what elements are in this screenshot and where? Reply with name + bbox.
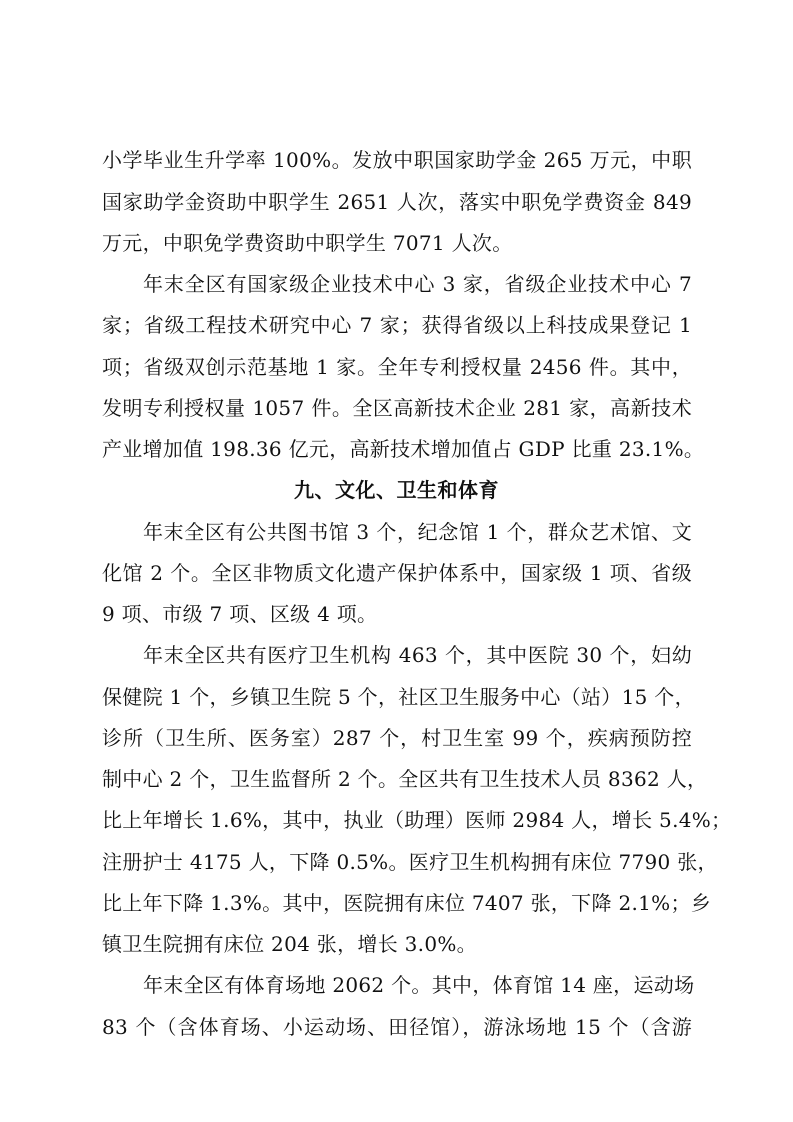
paragraph-3-line-1: 年末全区有公共图书馆 3 个，纪念馆 1 个，群众艺术馆、文 — [143, 520, 692, 544]
paragraph-2-line-5: 产业增加值 198.36 亿元，高新技术增加值占 GDP 比重 23.1%。 — [102, 437, 705, 461]
paragraph-2-line-4: 发明专利授权量 1057 件。全区高新技术企业 281 家，高新技术 — [102, 396, 692, 420]
paragraph-4-line-5: 比上年增长 1.6%，其中，执业（助理）医师 2984 人，增长 5.4%； — [102, 808, 732, 832]
paragraph-4-line-7: 比上年下降 1.3%。其中，医院拥有床位 7407 张，下降 2.1%；乡 — [102, 891, 712, 915]
paragraph-5-line-1: 年末全区有体育场地 2062 个。其中，体育馆 14 座，运动场 — [143, 973, 695, 997]
paragraph-4-line-6: 注册护士 4175 人，下降 0.5%。医疗卫生机构拥有床位 7790 张， — [102, 850, 718, 874]
paragraph-4-line-8: 镇卫生院拥有床位 204 张，增长 3.0%。 — [102, 932, 477, 956]
paragraph-3-line-3: 9 项、市级 7 项、区级 4 项。 — [102, 602, 378, 626]
paragraph-4-line-2: 保健院 1 个，乡镇卫生院 5 个，社区卫生服务中心（站）15 个， — [102, 685, 695, 709]
paragraph-4-line-4: 制中心 2 个，卫生监督所 2 个。全区共有卫生技术人员 8362 人， — [102, 767, 708, 791]
paragraph-3-line-2: 化馆 2 个。全区非物质文化遗产保护体系中，国家级 1 项、省级 — [102, 561, 692, 585]
paragraph-2-line-1: 年末全区有国家级企业技术中心 3 家，省级企业技术中心 7 — [143, 272, 692, 296]
paragraph-5-line-2: 83 个（含体育场、小运动场、田径馆），游泳场地 15 个（含游 — [102, 1015, 692, 1039]
paragraph-4-line-3: 诊所（卫生所、医务室）287 个，村卫生室 99 个，疾病预防控 — [102, 726, 692, 750]
paragraph-1-line-1: 小学毕业生升学率 100%。发放中职国家助学金 265 万元，中职 — [102, 148, 692, 172]
paragraph-1-line-3: 万元，中职免学费资助中职学生 7071 人次。 — [102, 231, 513, 255]
paragraph-2-line-2: 家；省级工程技术研究中心 7 家；获得省级以上科技成果登记 1 — [102, 313, 692, 337]
paragraph-1-line-2: 国家助学金资助中职学生 2651 人次，落实中职免学费资金 849 — [102, 190, 692, 214]
section-heading: 九、文化、卫生和体育 — [294, 478, 499, 502]
paragraph-4-line-1: 年末全区共有医疗卫生机构 463 个，其中医院 30 个，妇幼 — [143, 643, 692, 667]
paragraph-2-line-3: 项；省级双创示范基地 1 家。全年专利授权量 2456 件。其中， — [102, 355, 692, 379]
